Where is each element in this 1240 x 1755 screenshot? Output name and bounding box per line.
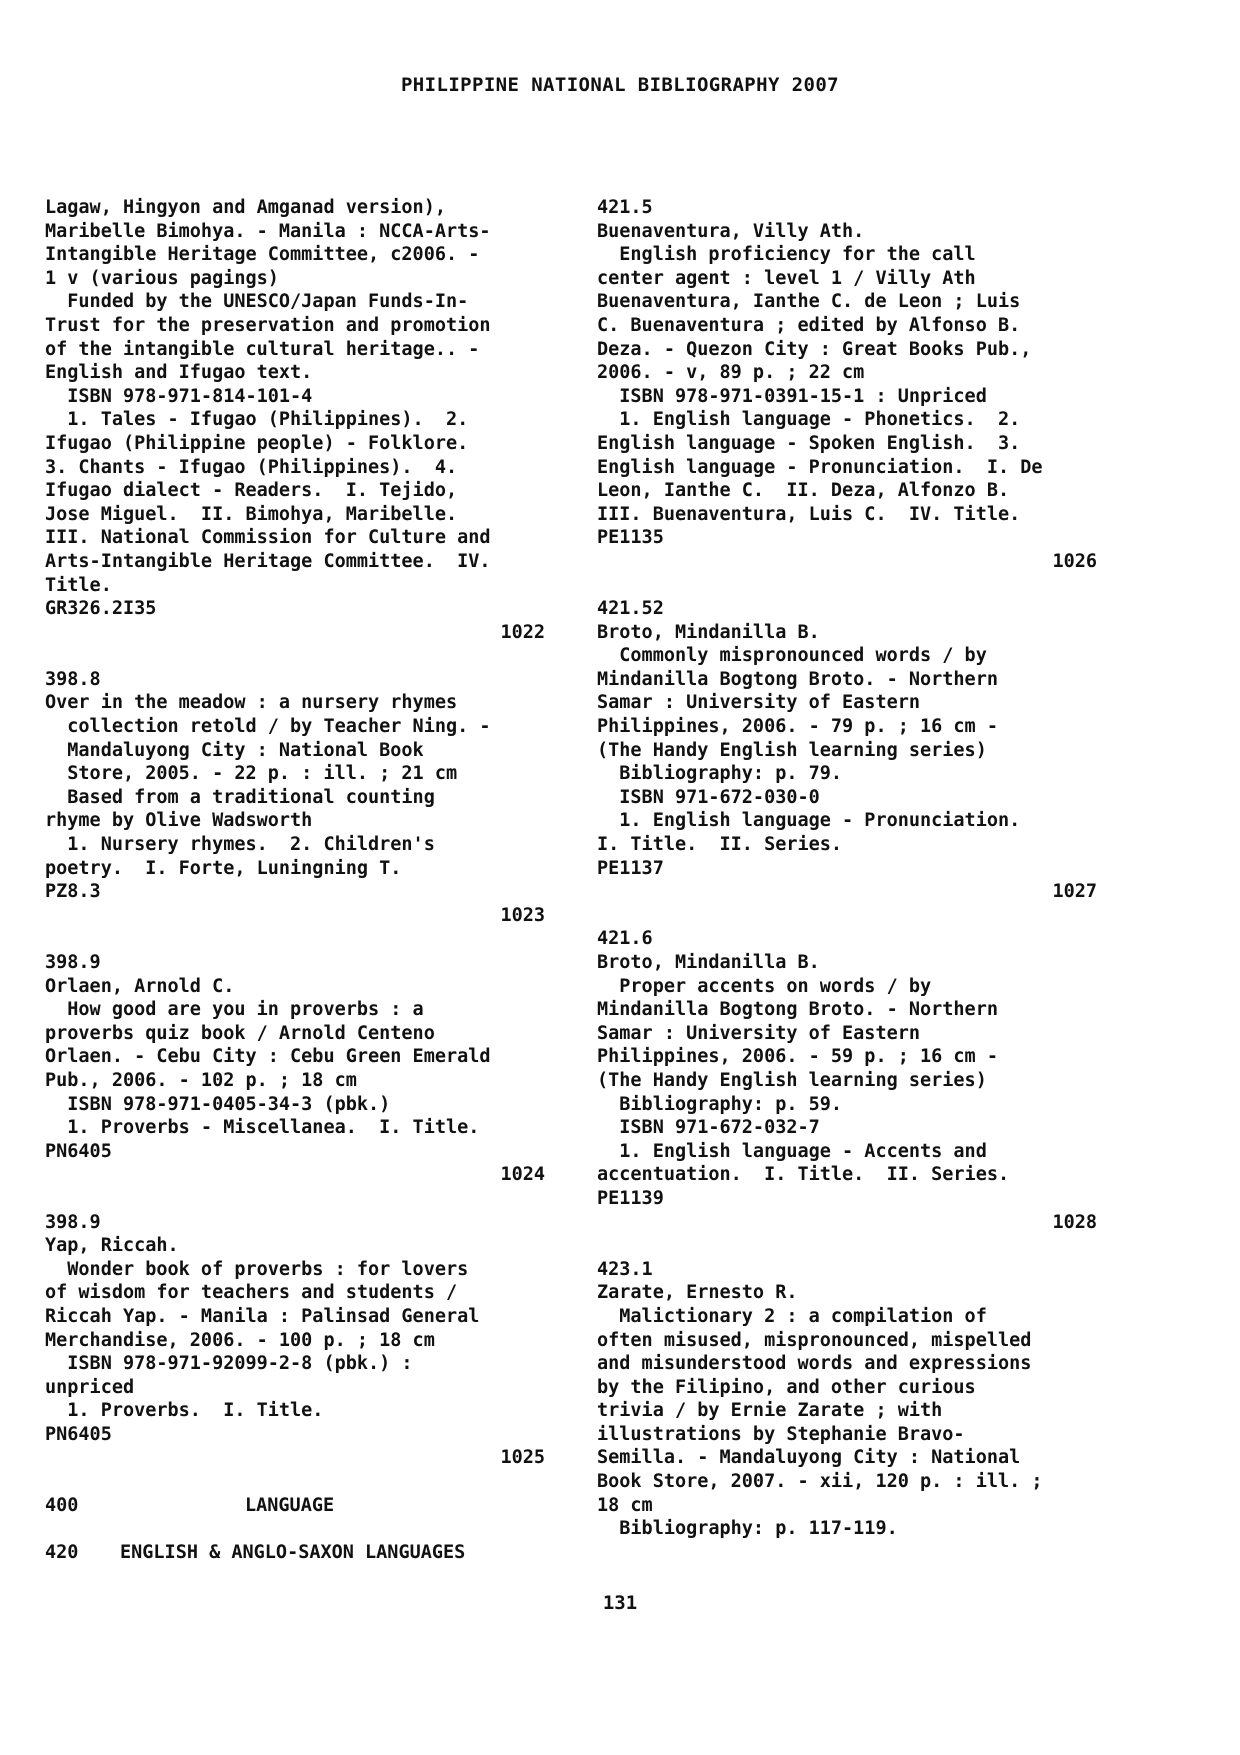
entry-line: 421.5 bbox=[597, 197, 653, 218]
entry-number: 1026 bbox=[1052, 550, 1097, 572]
entry-line: accentuation. I. Title. II. Series. bbox=[597, 1164, 1010, 1186]
entry-line: Maribelle Bimohya. - Manila : NCCA-Arts- bbox=[45, 220, 491, 242]
entry-line: 423.1 bbox=[597, 1258, 653, 1280]
entry-line: 398.9 bbox=[45, 1211, 101, 1233]
entry-line: 1. English language - Accents and bbox=[597, 1140, 987, 1162]
entry-line: Bibliography: p. 117-119. bbox=[597, 1518, 898, 1540]
entry-line: I. Title. II. Series. bbox=[597, 834, 843, 856]
entry-line: 18 cm bbox=[597, 1494, 653, 1516]
entry-line: by the Filipino, and other curious bbox=[597, 1376, 976, 1398]
entry-line: Philippines, 2006. - 59 p. ; 16 cm - bbox=[597, 1046, 998, 1068]
entry-number: 1025 bbox=[500, 1447, 545, 1469]
entry-line: Merchandise, 2006. - 100 p. ; 18 cm bbox=[45, 1329, 435, 1351]
entry-line: Commonly mispronounced words / by bbox=[597, 645, 987, 667]
entry-line: of wisdom for teachers and students / bbox=[45, 1282, 458, 1304]
entry-line: C. Buenaventura ; edited by Alfonso B. bbox=[597, 314, 1021, 336]
section-title: LANGUAGE bbox=[245, 1494, 335, 1516]
entry-line: Philippines, 2006. - 79 p. ; 16 cm - bbox=[597, 716, 998, 738]
entry-line: English language - Spoken English. 3. bbox=[597, 432, 1021, 454]
entry-line: collection retold / by Teacher Ning. - bbox=[45, 716, 491, 738]
entry-line: 1. Proverbs - Miscellanea. I. Title. bbox=[45, 1117, 480, 1139]
section-code: 400 bbox=[45, 1494, 79, 1516]
entry-line: III. National Commission for Culture and bbox=[45, 527, 491, 549]
entry-line: Buenaventura, Villy Ath. bbox=[597, 220, 865, 242]
right-column bbox=[597, 196, 1097, 1541]
entry-line: PE1135 bbox=[597, 527, 664, 549]
entry-number: 1022 bbox=[500, 621, 545, 643]
section-heading bbox=[45, 1541, 545, 1565]
bibliography-entry bbox=[45, 951, 545, 1187]
entry-line: Trust for the preservation and promotion bbox=[45, 314, 491, 336]
entry-line: How good are you in proverbs : a bbox=[45, 999, 424, 1021]
spacer bbox=[45, 1187, 545, 1211]
left-column bbox=[45, 196, 545, 1564]
bibliography-entry bbox=[597, 196, 1097, 574]
entry-line: 1. Tales - Ifugao (Philippines). 2. bbox=[45, 409, 469, 431]
entry-line: Arts-Intangible Heritage Committee. IV. bbox=[45, 550, 491, 572]
entry-line: Riccah Yap. - Manila : Palinsad General bbox=[45, 1305, 480, 1327]
page-header: PHILIPPINE NATIONAL BIBLIOGRAPHY 2007 bbox=[400, 74, 840, 96]
entry-line: Store, 2005. - 22 p. : ill. ; 21 cm bbox=[45, 763, 458, 785]
entry-line: Bibliography: p. 79. bbox=[597, 763, 843, 785]
entry-line: 1. English language - Pronunciation. bbox=[597, 810, 1021, 832]
entry-line: PN6405 bbox=[45, 1423, 112, 1445]
entry-line: English and Ifugao text. bbox=[45, 362, 313, 384]
entry-line: Title. bbox=[45, 574, 112, 596]
entry-line: 1. English language - Phonetics. 2. bbox=[597, 409, 1021, 431]
section-title: ENGLISH & ANGLO-SAXON LANGUAGES bbox=[120, 1541, 466, 1563]
entry-line: ISBN 978-971-0405-34-3 (pbk.) bbox=[45, 1093, 391, 1115]
entry-line: Mindanilla Bogtong Broto. - Northern bbox=[597, 999, 998, 1021]
entry-line: Samar : University of Eastern bbox=[597, 692, 921, 714]
entry-line: of the intangible cultural heritage.. - bbox=[45, 338, 480, 360]
section-heading bbox=[45, 1494, 545, 1518]
entry-line: Based from a traditional counting bbox=[45, 786, 435, 808]
entry-line: ISBN 978-971-92099-2-8 (pbk.) : bbox=[45, 1353, 413, 1375]
spacer bbox=[45, 644, 545, 668]
entry-line: 2006. - v, 89 p. ; 22 cm bbox=[597, 362, 865, 384]
entry-line: illustrations by Stephanie Bravo- bbox=[597, 1423, 965, 1445]
entry-line: Yap, Riccah. bbox=[45, 1235, 179, 1257]
entry-line: Orlaen, Arnold C. bbox=[45, 975, 235, 997]
entry-line: Bibliography: p. 59. bbox=[597, 1093, 843, 1115]
entry-line: Intangible Heritage Committee, c2006. - bbox=[45, 244, 480, 266]
entry-line: Leon, Ianthe C. II. Deza, Alfonzo B. bbox=[597, 480, 1010, 502]
entry-line: poetry. I. Forte, Luningning T. bbox=[45, 857, 402, 879]
entry-line: 1. Nursery rhymes. 2. Children's bbox=[45, 834, 435, 856]
spacer bbox=[45, 1517, 545, 1541]
entry-line: Book Store, 2007. - xii, 120 p. : ill. ; bbox=[597, 1471, 1043, 1493]
entry-line: Malictionary 2 : a compilation of bbox=[597, 1305, 987, 1327]
entry-line: 398.8 bbox=[45, 668, 101, 690]
entry-line: Funded by the UNESCO/Japan Funds-In- bbox=[45, 291, 469, 313]
entry-line: PN6405 bbox=[45, 1140, 112, 1162]
page-number: 131 bbox=[602, 1592, 638, 1614]
entry-line: Zarate, Ernesto R. bbox=[597, 1282, 798, 1304]
entry-line: Over in the meadow : a nursery rhymes bbox=[45, 692, 458, 714]
spacer bbox=[45, 1470, 545, 1494]
entry-line: Jose Miguel. II. Bimohya, Maribelle. bbox=[45, 503, 458, 525]
spacer bbox=[597, 904, 1097, 928]
spacer bbox=[597, 574, 1097, 598]
entry-line: Lagaw, Hingyon and Amganad version), bbox=[45, 197, 446, 218]
spacer bbox=[45, 927, 545, 951]
entry-line: Ifugao dialect - Readers. I. Tejido, bbox=[45, 480, 458, 502]
bibliography-entry bbox=[597, 927, 1097, 1234]
entry-line: 3. Chants - Ifugao (Philippines). 4. bbox=[45, 456, 458, 478]
entry-line: 421.6 bbox=[597, 928, 653, 950]
bibliography-entry bbox=[45, 668, 545, 928]
entry-line: and misunderstood words and expressions bbox=[597, 1353, 1032, 1375]
entry-line: ISBN 971-672-032-7 bbox=[597, 1117, 820, 1139]
entry-line: 1. Proverbs. I. Title. bbox=[45, 1400, 324, 1422]
entry-line: Mindanilla Bogtong Broto. - Northern bbox=[597, 668, 998, 690]
entry-line: trivia / by Ernie Zarate ; with bbox=[597, 1400, 943, 1422]
entry-line: Semilla. - Mandaluyong City : National bbox=[597, 1447, 1021, 1469]
entry-line: Broto, Mindanilla B. bbox=[597, 621, 820, 643]
entry-line: Wonder book of proverbs : for lovers bbox=[45, 1258, 469, 1280]
entry-line: center agent : level 1 / Villy Ath bbox=[597, 267, 976, 289]
entry-number: 1028 bbox=[1052, 1211, 1097, 1233]
entry-line: Broto, Mindanilla B. bbox=[597, 952, 820, 973]
entry-line: ISBN 978-971-0391-15-1 : Unpriced bbox=[597, 385, 987, 407]
entry-line: PE1137 bbox=[597, 857, 664, 879]
entry-line: proverbs quiz book / Arnold Centeno bbox=[45, 1022, 435, 1044]
section-code: 420 bbox=[45, 1541, 79, 1563]
bibliography-entry bbox=[597, 1258, 1097, 1541]
entry-line: Samar : University of Eastern bbox=[597, 1022, 921, 1044]
entry-line: English proficiency for the call bbox=[597, 244, 976, 266]
entry-line: PZ8.3 bbox=[45, 881, 101, 903]
entry-line: 398.9 bbox=[45, 952, 101, 973]
bibliography-entry bbox=[45, 1211, 545, 1471]
entry-line: ISBN 971-672-030-0 bbox=[597, 786, 820, 808]
spacer bbox=[597, 1234, 1097, 1258]
entry-line: rhyme by Olive Wadsworth bbox=[45, 810, 313, 832]
bibliography-entry bbox=[597, 597, 1097, 904]
entry-line: Orlaen. - Cebu City : Cebu Green Emerald bbox=[45, 1046, 491, 1068]
bibliography-entry bbox=[45, 196, 545, 644]
entry-line: (The Handy English learning series) bbox=[597, 1069, 987, 1091]
entry-line: unpriced bbox=[45, 1376, 135, 1398]
entry-line: Mandaluyong City : National Book bbox=[45, 739, 424, 761]
entry-line: Ifugao (Philippine people) - Folklore. bbox=[45, 432, 469, 454]
entry-line: English language - Pronunciation. I. De bbox=[597, 456, 1043, 478]
entry-number: 1024 bbox=[500, 1164, 545, 1186]
entry-line: Proper accents on words / by bbox=[597, 975, 932, 997]
entry-line: 421.52 bbox=[597, 598, 664, 620]
entry-line: 1 v (various pagings) bbox=[45, 267, 279, 289]
entry-line: Pub., 2006. - 102 p. ; 18 cm bbox=[45, 1069, 357, 1091]
entry-number: 1023 bbox=[500, 904, 545, 926]
entry-line: often misused, mispronounced, mispelled bbox=[597, 1329, 1032, 1351]
entry-number: 1027 bbox=[1052, 881, 1097, 903]
entry-line: (The Handy English learning series) bbox=[597, 739, 987, 761]
entry-line: ISBN 978-971-814-101-4 bbox=[45, 385, 313, 407]
entry-line: PE1139 bbox=[597, 1187, 664, 1209]
entry-line: Deza. - Quezon City : Great Books Pub., bbox=[597, 338, 1032, 360]
entry-line: III. Buenaventura, Luis C. IV. Title. bbox=[597, 503, 1021, 525]
entry-line: Buenaventura, Ianthe C. de Leon ; Luis bbox=[597, 291, 1021, 313]
entry-line: GR326.2I35 bbox=[45, 598, 157, 620]
